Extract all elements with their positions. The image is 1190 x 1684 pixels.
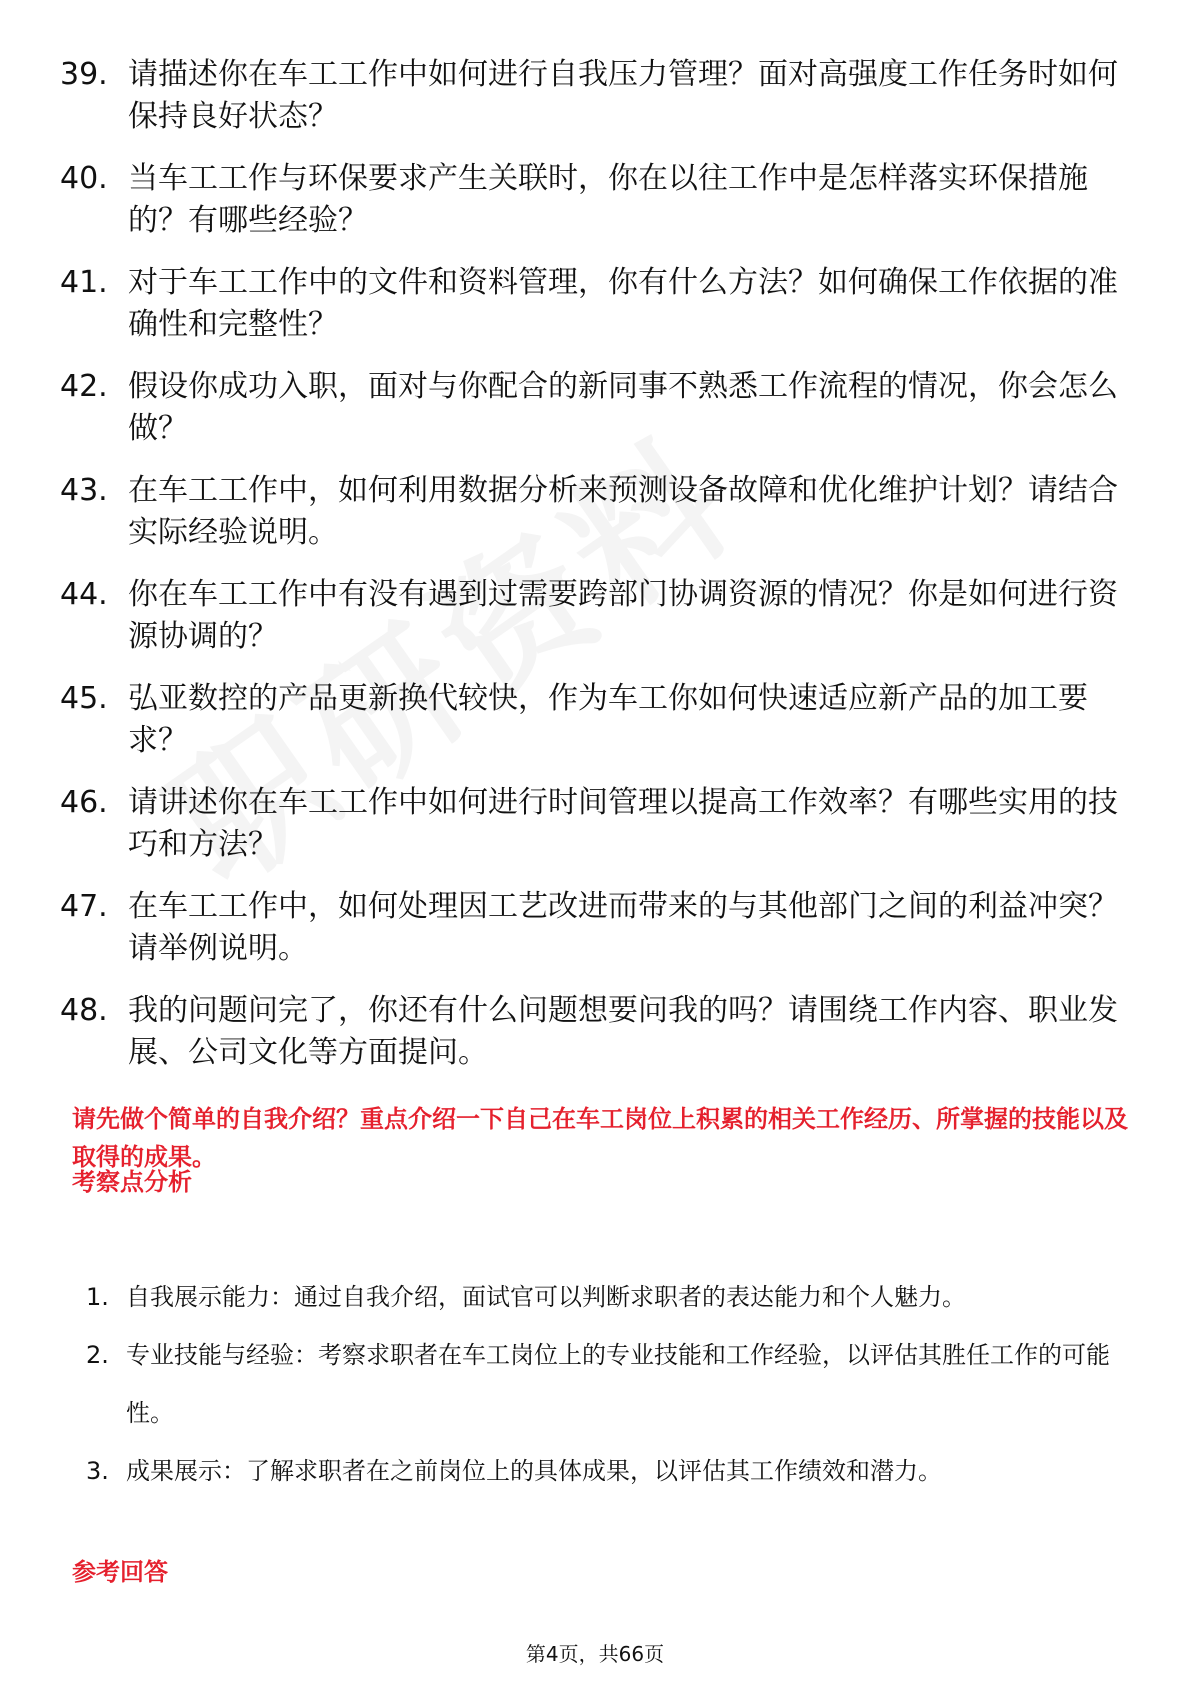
question-number: 47. <box>60 889 108 924</box>
analysis-item <box>86 1326 1126 1442</box>
question-number: 41. <box>60 265 108 300</box>
analysis-item <box>86 1442 1126 1500</box>
question-text: 在车工工作中，如何处理因工艺改进而带来的与其他部门之间的利益冲突？请举例说明。 <box>128 889 1118 966</box>
question-text: 请讲述你在车工工作中如何进行时间管理以提高工作效率？有哪些实用的技巧和方法？ <box>128 785 1118 862</box>
question-number: 44. <box>60 577 108 612</box>
question-item <box>60 782 1120 866</box>
analysis-number: 1. <box>86 1283 109 1311</box>
question-number: 42. <box>60 369 108 404</box>
analysis-list <box>86 1268 1126 1500</box>
analysis-text: 成果展示：了解求职者在之前岗位上的具体成果，以评估其工作绩效和潜力。 <box>126 1457 942 1485</box>
question-item <box>60 158 1120 242</box>
question-text: 假设你成功入职，面对与你配合的新同事不熟悉工作流程的情况，你会怎么做？ <box>128 369 1118 446</box>
question-item <box>60 574 1120 658</box>
analysis-item <box>86 1268 1126 1326</box>
question-text: 你在车工工作中有没有遇到过需要跨部门协调资源的情况？你是如何进行资源协调的？ <box>128 577 1118 654</box>
question-number: 46. <box>60 785 108 820</box>
question-item <box>60 470 1120 554</box>
question-number: 48. <box>60 993 108 1028</box>
question-text: 对于车工工作中的文件和资料管理，你有什么方法？如何确保工作依据的准确性和完整性？ <box>128 265 1118 342</box>
question-headline: 请先做个简单的自我介绍？重点介绍一下自己在车工岗位上积累的相关工作经历、所掌握的技能以及取得的成果。 <box>72 1105 1128 1171</box>
question-text: 请描述你在车工工作中如何进行自我压力管理？面对高强度工作任务时如何保持良好状态？ <box>128 57 1118 134</box>
analysis-text: 专业技能与经验：考察求职者在车工岗位上的专业技能和工作经验，以评估其胜任工作的可能性。 <box>126 1341 1110 1427</box>
question-number: 45. <box>60 681 108 716</box>
question-text: 我的问题问完了，你还有什么问题想要问我的吗？请围绕工作内容、职业发展、公司文化等方面提问。 <box>128 993 1118 1070</box>
question-item <box>60 990 1120 1074</box>
question-item <box>60 366 1120 450</box>
question-number: 43. <box>60 473 108 508</box>
analysis-number: 3. <box>86 1457 109 1485</box>
question-number: 40. <box>60 161 108 196</box>
question-item <box>60 54 1120 138</box>
analysis-text: 自我展示能力：通过自我介绍，面试官可以判断求职者的表达能力和个人魅力。 <box>126 1283 966 1311</box>
question-text: 在车工工作中，如何利用数据分析来预测设备故障和优化维护计划？请结合实际经验说明。 <box>128 473 1118 550</box>
page-footer: 第4页，共66页 <box>525 1642 665 1666</box>
analysis-number: 2. <box>86 1341 109 1369</box>
question-list <box>60 54 1120 1094</box>
question-number: 39. <box>60 57 108 92</box>
question-text: 弘亚数控的产品更新换代较快，作为车工你如何快速适应新产品的加工要求？ <box>128 681 1088 758</box>
question-text: 当车工工作与环保要求产生关联时，你在以往工作中是怎样落实环保措施的？有哪些经验？ <box>128 161 1088 238</box>
answer-title: 参考回答 <box>72 1558 168 1586</box>
question-item <box>60 886 1120 970</box>
question-item <box>60 262 1120 346</box>
analysis-title: 考察点分析 <box>72 1168 192 1196</box>
question-item <box>60 678 1120 762</box>
